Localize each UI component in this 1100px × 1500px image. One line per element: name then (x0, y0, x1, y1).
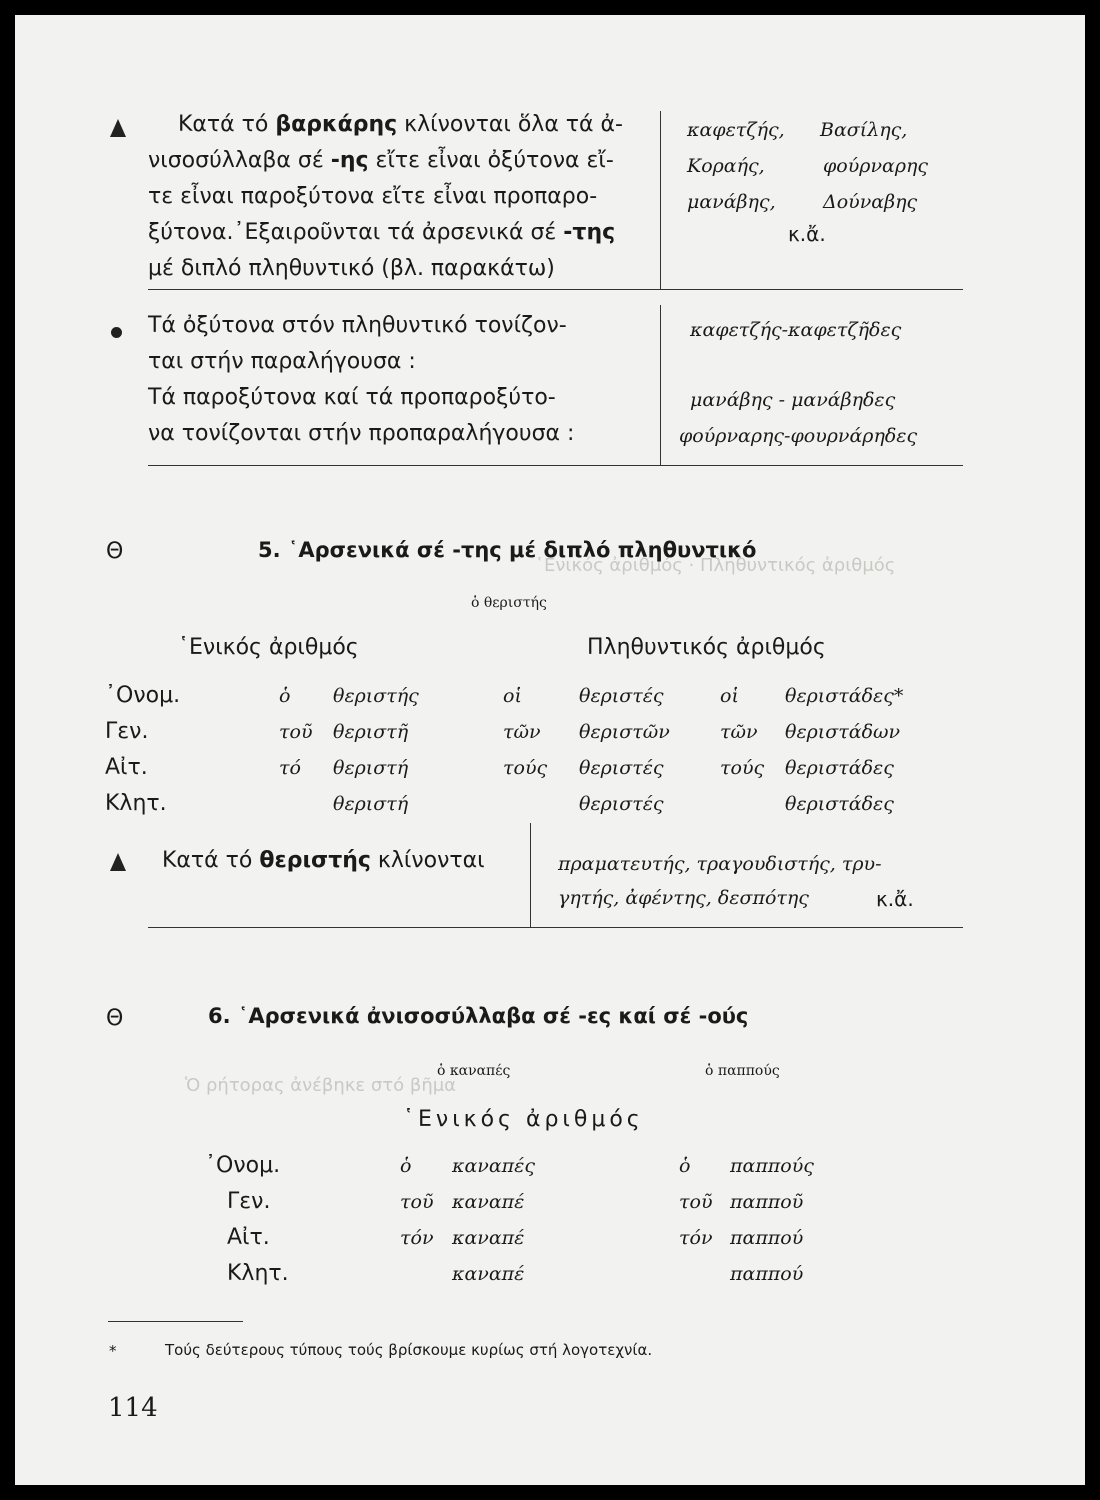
example-words: πραματευτής, τραγουδιστής, τρυ- (558, 853, 882, 875)
form: θεριστή (333, 793, 409, 815)
article: τούς (720, 757, 765, 779)
case-label: Γεν. (227, 1189, 271, 1214)
example-word: Δούναβης (823, 191, 918, 213)
case-label: ᾿Ονομ. (105, 683, 181, 708)
example-word: μανάβης - μανάβηδες (690, 389, 896, 411)
rule-line: Τά παροξύτονα καί τά προπαροξύτο- (148, 385, 556, 410)
article: τοῦ (400, 1191, 434, 1213)
form: καναπές (452, 1155, 535, 1177)
example-word: μανάβης, (687, 191, 776, 213)
form: παππού (730, 1227, 804, 1249)
column-divider (530, 823, 531, 928)
divider-line (148, 465, 963, 466)
form: παπποῦ (730, 1191, 804, 1213)
noun-label: ὁ καναπές (437, 1063, 511, 1079)
article: τούς (503, 757, 548, 779)
case-label: Κλητ. (227, 1261, 289, 1286)
example-word: καφετζής-καφετζῆδες (690, 319, 902, 341)
form: καναπέ (452, 1191, 525, 1213)
form: θεριστάδες (785, 793, 894, 815)
theta-icon: Θ (106, 1006, 124, 1031)
example-words: κ.ἄ. (876, 887, 914, 911)
form: θεριστές (579, 685, 664, 707)
rule-line: ται στήν παραλήγουσα : (148, 349, 416, 374)
rule-line: ξύτονα.᾿Εξαιροῦνται τά ἀρσενικά σέ -της (148, 220, 616, 245)
article: τόν (679, 1227, 713, 1249)
form: παππούς (730, 1155, 814, 1177)
example-words: γητής, ἀφέντης, δεσπότης (558, 887, 809, 909)
example-word: φούρναρης (823, 155, 929, 177)
case-label: ᾿Ονομ. (205, 1153, 281, 1178)
article: οἱ (720, 685, 739, 707)
example-word: φούρναρης-φουρνάρηδες (679, 425, 918, 447)
example-word: κ.ἄ. (788, 222, 826, 246)
case-label: Αἰτ. (105, 755, 148, 780)
article: τοῦ (279, 721, 313, 743)
singular-header: ῾Ενικός ἀριθμός (178, 635, 359, 660)
article: ὁ (400, 1155, 412, 1177)
example-word: Κοραής, (687, 155, 765, 177)
form: θεριστάδες* (785, 685, 904, 707)
article: ὁ (279, 685, 291, 707)
footnote-rule (108, 1321, 243, 1322)
article: τοῦ (679, 1191, 713, 1213)
divider-line (148, 927, 963, 928)
form: θεριστῆ (333, 721, 409, 743)
footnote-text: Τούς δεύτερους τύπους τούς βρίσκουμε κυρίως στή λογοτεχνία. (165, 1341, 653, 1359)
divider-line (148, 289, 963, 290)
form: θεριστή (333, 757, 409, 779)
book-page (15, 15, 1085, 1485)
form: καναπέ (452, 1263, 525, 1285)
form: θεριστάδες (785, 757, 894, 779)
rule-line: μέ διπλό πληθυντικό (βλ. παρακάτω) (148, 256, 555, 281)
section-heading: 5. ῾Αρσενικά σέ -της μέ διπλό πληθυντικό (258, 538, 757, 562)
example-word: Βασίλης, (820, 119, 908, 141)
form: θεριστάδων (785, 721, 901, 743)
triangle-icon (110, 853, 126, 871)
bleed-through-text: Ὁ ρήτορας ἀνέβηκε στό βῆμα (185, 1075, 457, 1096)
form: θεριστές (579, 793, 664, 815)
page-number: 114 (108, 1393, 158, 1423)
rule-line: να τονίζονται στήν προπαραλήγουσα : (148, 421, 575, 446)
example-word: καφετζής, (687, 119, 785, 141)
column-divider (660, 111, 661, 289)
theta-icon: Θ (106, 539, 124, 564)
case-label: Κλητ. (105, 791, 167, 816)
rule-line: τε εἶναι παροξύτονα εἴτε εἶναι προπαρο- (148, 184, 598, 209)
bleed-through-text: ῾Ενικός ἀριθμός · Πληθυντικός ἀριθμός (535, 555, 896, 576)
rule-line: Τά ὀξύτονα στόν πληθυντικό τονίζον- (148, 313, 567, 338)
article: οἱ (503, 685, 522, 707)
case-label: Γεν. (105, 719, 149, 744)
article: τόν (400, 1227, 434, 1249)
case-label: Αἰτ. (227, 1225, 270, 1250)
plural-header: Πληθυντικός ἀριθμός (587, 635, 826, 660)
noun-label: ὁ θεριστής (471, 595, 547, 611)
footnote-mark: * (109, 1342, 117, 1360)
column-divider (660, 305, 661, 465)
section-heading: 6. ῾Αρσενικά ἀνισοσύλλαβα σέ -ες καί σέ -ούς (208, 1004, 749, 1028)
article: ὁ (679, 1155, 691, 1177)
form: θεριστής (333, 685, 419, 707)
noun-label: ὁ παππούς (705, 1063, 780, 1079)
rule-line: Κατά τό βαρκάρης κλίνονται ὅλα τά ἀ- (178, 112, 623, 137)
bullet-icon (111, 327, 122, 338)
rule-line: νισοσύλλαβα σέ -ης εἴτε εἶναι ὀξύτονα εἴ- (148, 148, 614, 173)
form: καναπέ (452, 1227, 525, 1249)
singular-header: ῾Ενικός ἀριθμός (403, 1107, 644, 1132)
triangle-icon (110, 119, 126, 137)
article: τῶν (720, 721, 758, 743)
form: θεριστῶν (579, 721, 670, 743)
article: τό (279, 757, 301, 779)
form: παππού (730, 1263, 804, 1285)
article: τῶν (503, 721, 541, 743)
form: θεριστές (579, 757, 664, 779)
rule-line: Κατά τό θεριστής κλίνονται (162, 848, 485, 873)
